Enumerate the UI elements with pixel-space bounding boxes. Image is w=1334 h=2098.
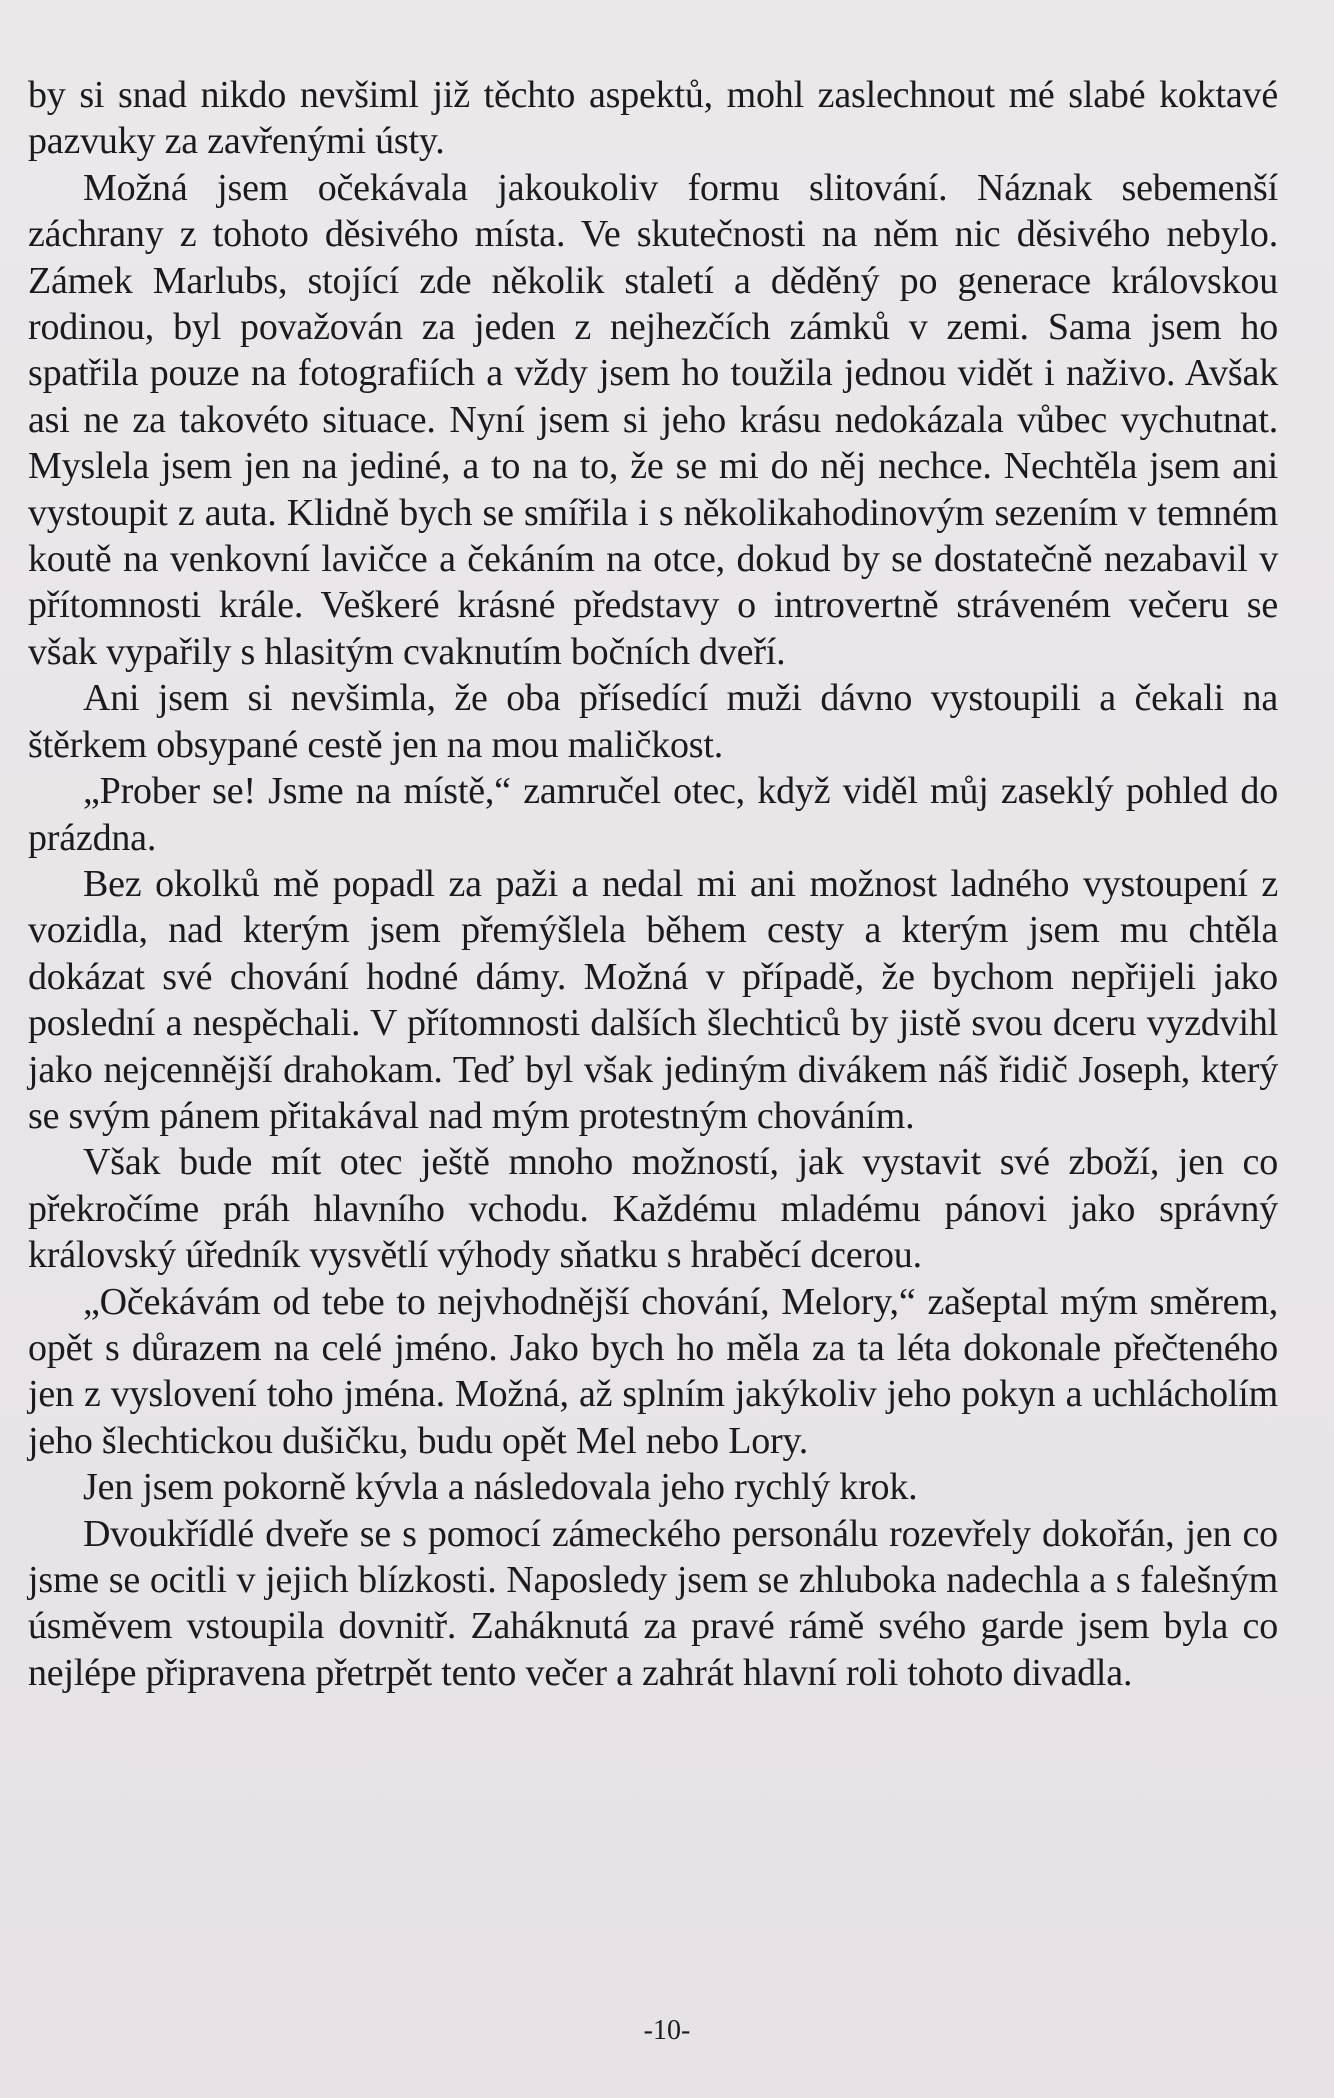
body-text bbox=[28, 72, 1278, 1696]
paragraph: Bez okolků mě popadl za paži a nedal mi ani možnost ladného vystoupení z vozidla, nad kterým jsem přemýšlela během cesty a kterým jsem mu chtěla dokázat své chování hodné dámy. Možná v případě, že bychom nepřijeli jako poslední a nespěchali. V přítomnosti dalších šlechticů by jistě svou dceru vyzdvihl jako nejcennější drahokam. Teď byl však jediným divákem náš řidič Joseph, který se svým pánem přitakával nad mým protestným chováním. bbox=[28, 862, 1278, 1137]
paragraph-continuation: by si snad nikdo nevšiml již těchto aspektů, mohl zaslechnout mé slabé koktavé pazvuky za zavřenými ústy. bbox=[28, 74, 1278, 163]
paragraph: „Prober se! Jsme na místě,“ zamručel otec, když viděl můj zaseklý pohled do prázdna. bbox=[28, 770, 1278, 859]
paragraph: „Očekávám od tebe to nejvhodnější chování, Melory,“ zašeptal mým směrem, opět s důrazem na celé jméno. Jako bych ho měla za ta léta dokonale přečteného jen z vyslovení toho jména. Možná, až splním jakýkoliv jeho pokyn a uchlácholím jeho šlechtickou dušičku, budu opět Mel nebo Lory. bbox=[28, 1280, 1278, 1462]
paragraph: Dvoukřídlé dveře se s pomocí zámeckého personálu rozevřely dokořán, jen co jsme se ocitli v jejich blízkosti. Naposledy jsem se zhluboka nadechla a s falešným úsměvem vstoupila dovnitř. Zaháknutá za pravé rámě svého garde jsem byla co nejlépe připravena přetrpět tento večer a zahrát hlavní roli tohoto divadla. bbox=[28, 1512, 1278, 1694]
paragraph: Jen jsem pokorně kývla a následovala jeho rychlý krok. bbox=[83, 1466, 918, 1509]
paragraph: Ani jsem si nevšimla, že oba přísedící muži dávno vystoupili a čekali na štěrkem obsypané cestě jen na mou maličkost. bbox=[28, 677, 1278, 766]
page-number: -10- bbox=[643, 2015, 691, 2046]
paragraph: Však bude mít otec ještě mnoho možností, jak vystavit své zboží, jen co překročíme práh hlavního vchodu. Každému mladému pánovi jako správný královský úředník vysvětlí výhody sňatku s hraběcí dcerou. bbox=[28, 1141, 1278, 1277]
paragraph: Možná jsem očekávala jakoukoliv formu slitování. Náznak sebemenší záchrany z tohoto děsivého místa. Ve skutečnosti na něm nic děsivého nebylo. Zámek Marlubs, stojící zde několik staletí a děděný po generace královskou rodinou, byl považován za jeden z nejhezčích zámků v zemi. Sama jsem ho spatřila pouze na fotografiích a vždy jsem ho toužila jednou vidět i naživo. Avšak asi ne za takovéto situace. Nyní jsem si jeho krásu nedokázala vůbec vychutnat. Myslela jsem jen na jediné, a to na to, že se mi do něj nechce. Nechtěla jsem ani vystoupit z auta. Klidně bych se smířila i s několikahodinovým sezením v temném koutě na venkovní lavičce a čekáním na otce, dokud by se dostatečně nezabavil v přítomnosti krále. Veškeré krásné představy o introvertně stráveném večeru se však vypařily s hlasitým cvaknutím bočních dveří. bbox=[28, 166, 1278, 673]
